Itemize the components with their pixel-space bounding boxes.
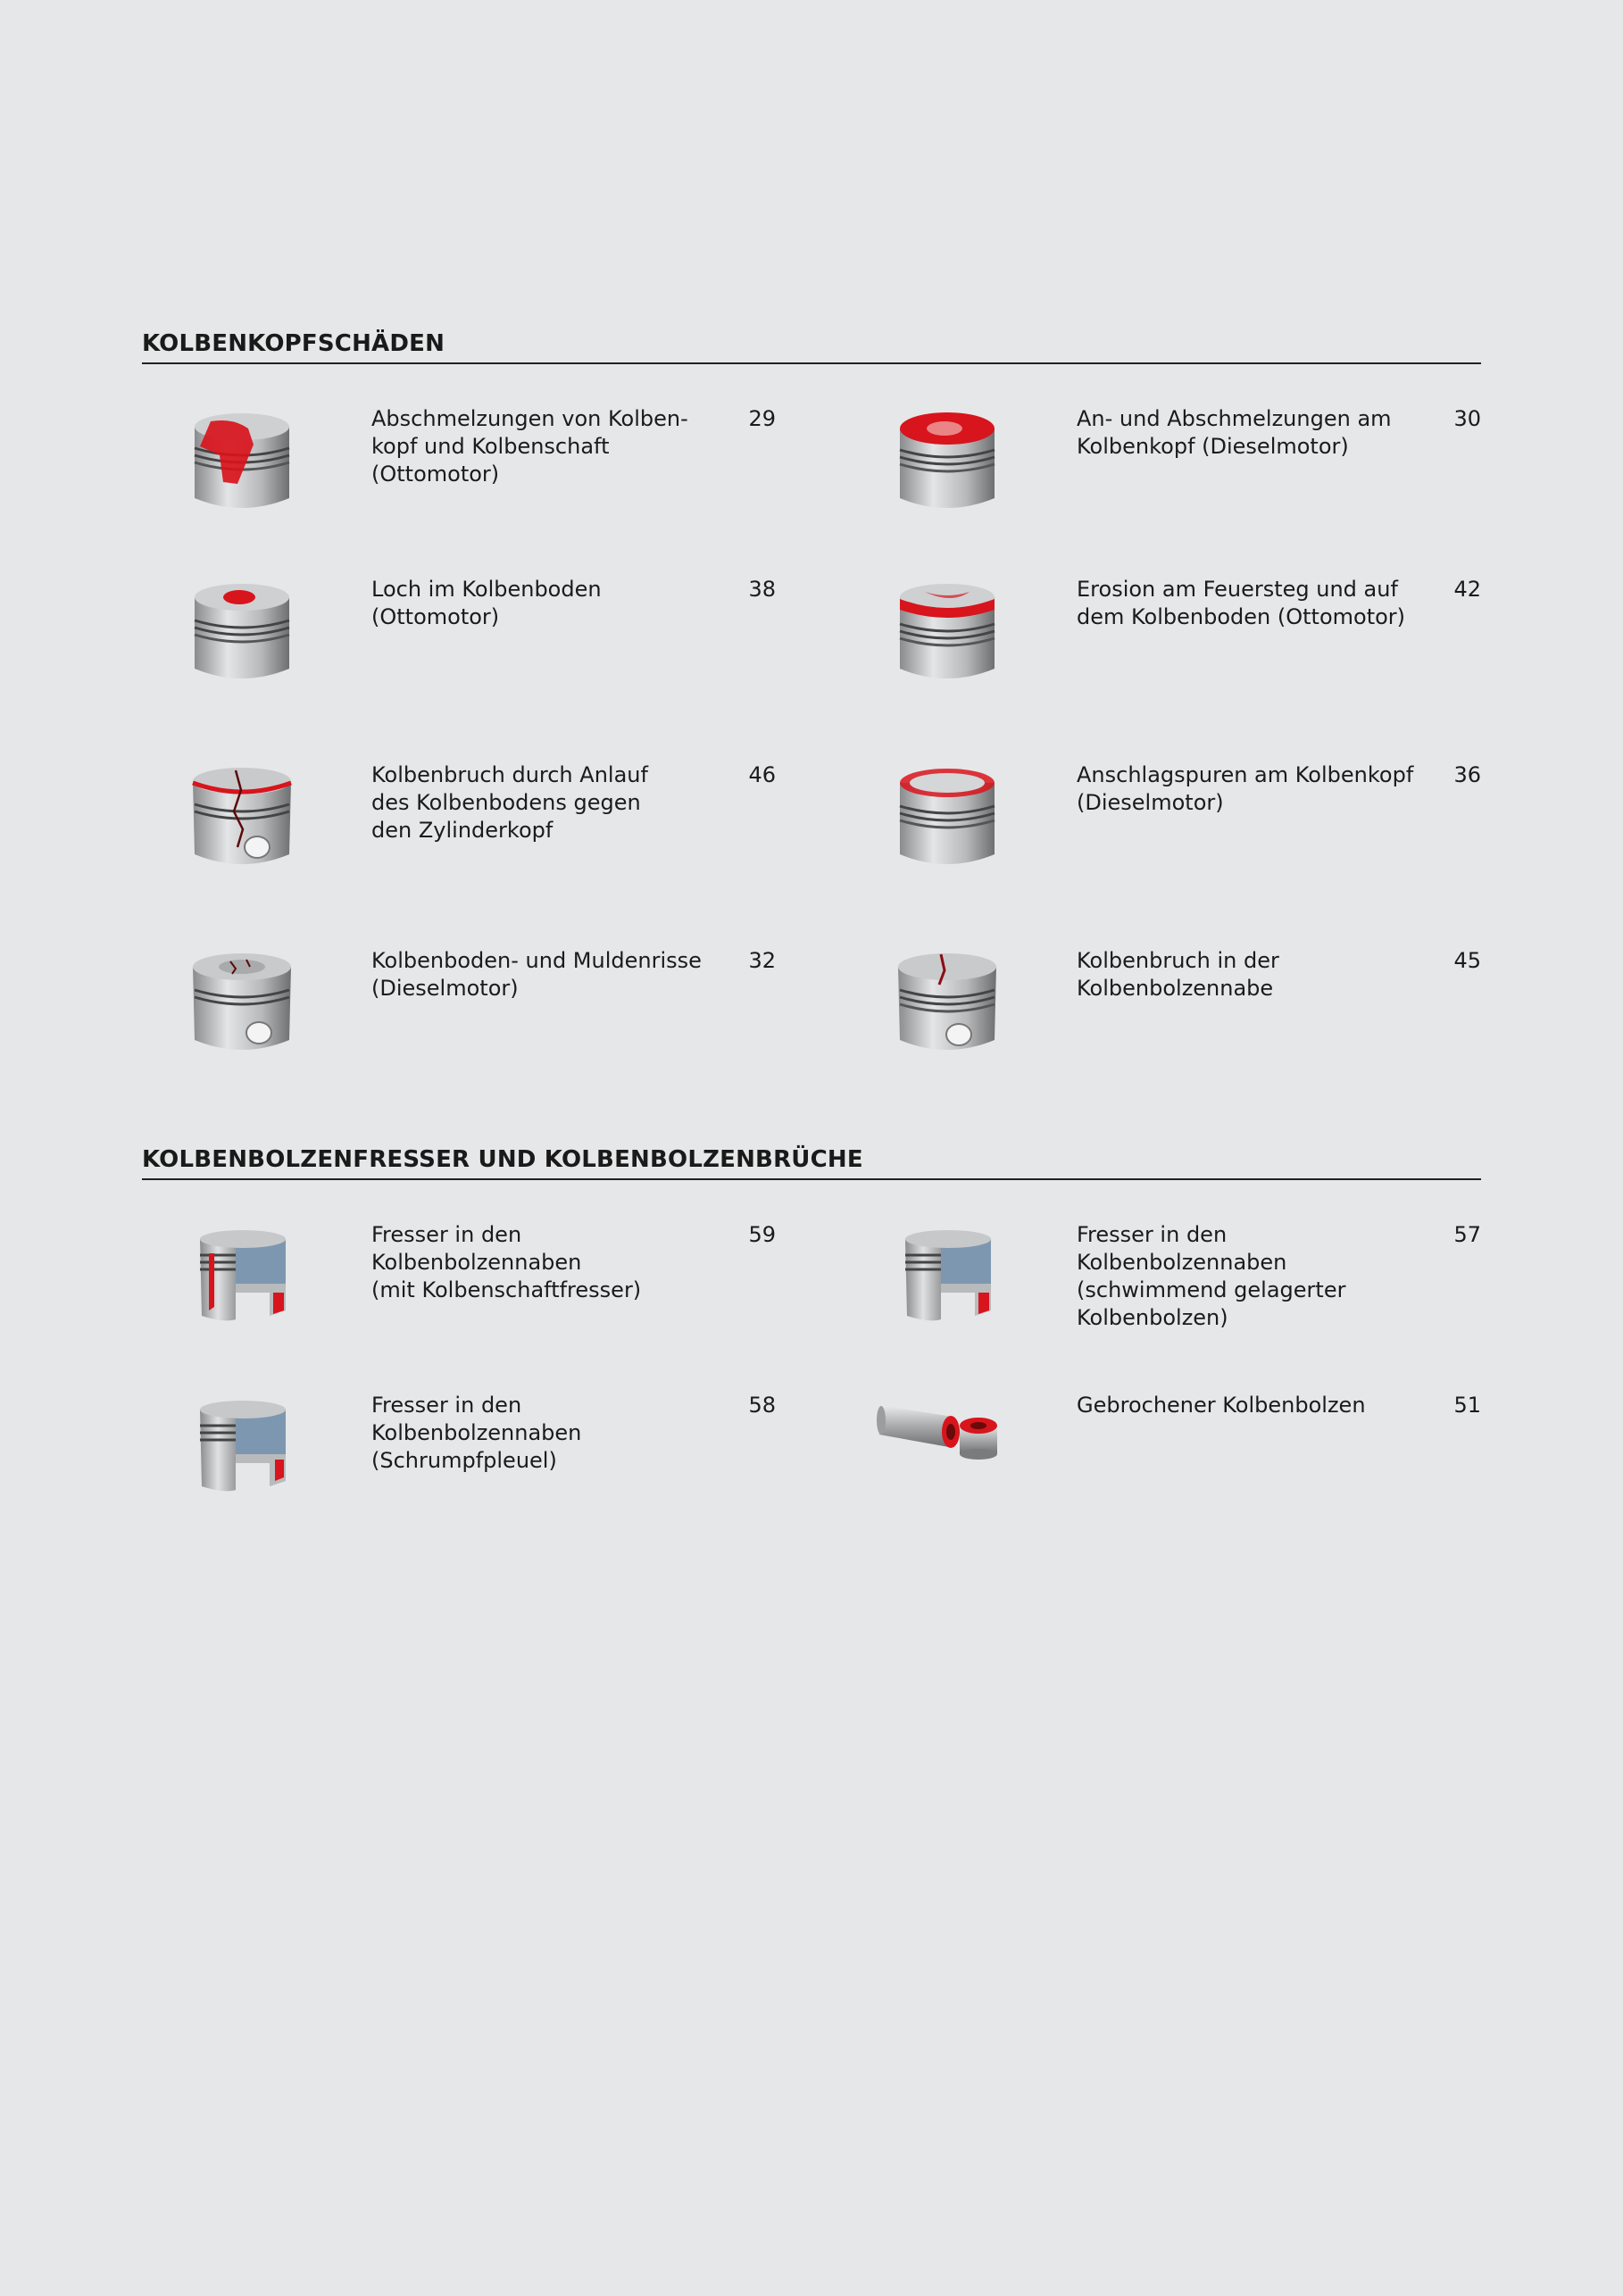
section-piston-head-damage	[142, 325, 1481, 1001]
entry-text: Loch im Kolbenboden (Ottomotor)	[371, 577, 602, 629]
page-number: 51	[1453, 1393, 1481, 1418]
entry-text: Kolbenbruch in der Kolbenbolzennabe	[1077, 948, 1279, 1001]
entry-text: Gebrochener Kolbenbolzen	[1077, 1393, 1366, 1418]
piston-cutaway-shrink-rod-icon	[184, 1388, 300, 1513]
list-item[interactable]	[847, 1218, 1481, 1343]
section-title: KOLBENKOPFSCHÄDEN	[142, 325, 1481, 364]
list-item[interactable]	[142, 944, 776, 1069]
page-number: 36	[1453, 762, 1481, 787]
piston-hole-crown-icon	[184, 572, 300, 697]
page-number: 29	[748, 406, 776, 431]
piston-melted-crown-icon	[889, 402, 1005, 527]
page-number: 45	[1453, 948, 1481, 973]
piston-cutaway-floating-pin-icon	[889, 1218, 1005, 1343]
page-number: 42	[1453, 577, 1481, 602]
list-item[interactable]	[847, 402, 1481, 527]
entry-text: Fresser in den Kolbenbolzennaben (mit Kolbenschaftfresser)	[371, 1222, 642, 1302]
piston-fracture-pin-boss-icon	[889, 944, 1005, 1069]
piston-cutaway-pin-seizure-skirt-icon	[184, 1218, 300, 1343]
list-item[interactable]	[847, 572, 1481, 697]
section-piston-pin-seizure	[142, 1141, 1481, 1473]
entry-text: Kolbenboden- und Muldenrisse (Dieselmotor)	[371, 948, 702, 1001]
page-number: 46	[748, 762, 776, 787]
entry-text: Anschlagspuren am Kolbenkopf (Dieselmotor)	[1077, 762, 1414, 815]
entry-text: Erosion am Feuersteg und auf dem Kolbenboden (Ottomotor)	[1077, 577, 1406, 629]
entry-text: Abschmelzungen von Kolben- kopf und Kolbenschaft (Ottomotor)	[371, 406, 688, 487]
list-item[interactable]	[142, 1218, 776, 1343]
page-number: 30	[1453, 406, 1481, 431]
list-item[interactable]	[847, 758, 1481, 883]
list-item[interactable]	[847, 1388, 1481, 1513]
list-item[interactable]	[142, 402, 776, 527]
list-item[interactable]	[142, 572, 776, 697]
entry-text: An- und Abschmelzungen am Kolbenkopf (Dieselmotor)	[1077, 406, 1392, 459]
list-item[interactable]	[142, 1388, 776, 1513]
section-title: KOLBENBOLZENFRESSER UND KOLBENBOLZENBRÜCHE	[142, 1141, 1481, 1180]
list-item[interactable]	[142, 758, 776, 883]
piston-impact-marks-icon	[889, 758, 1005, 883]
list-item[interactable]	[847, 944, 1481, 1069]
page-number: 58	[748, 1393, 776, 1418]
piston-erosion-land-icon	[889, 572, 1005, 697]
broken-piston-pin-icon	[874, 1388, 1008, 1513]
entry-text: Kolbenbruch durch Anlauf des Kolbenbodens gegen den Zylinderkopf	[371, 762, 648, 843]
entry-text: Fresser in den Kolbenbolzennaben (schwimmend gelagerter Kolbenbolzen)	[1077, 1222, 1346, 1330]
page-number: 57	[1453, 1222, 1481, 1247]
piston-melted-head-skirt-icon	[184, 402, 300, 527]
page-number: 38	[748, 577, 776, 602]
entry-text: Fresser in den Kolbenbolzennaben (Schrumpfpleuel)	[371, 1393, 582, 1473]
page-number: 32	[748, 948, 776, 973]
piston-bowl-cracks-icon	[184, 944, 300, 1069]
page-number: 59	[748, 1222, 776, 1247]
piston-fracture-crown-icon	[184, 758, 300, 883]
